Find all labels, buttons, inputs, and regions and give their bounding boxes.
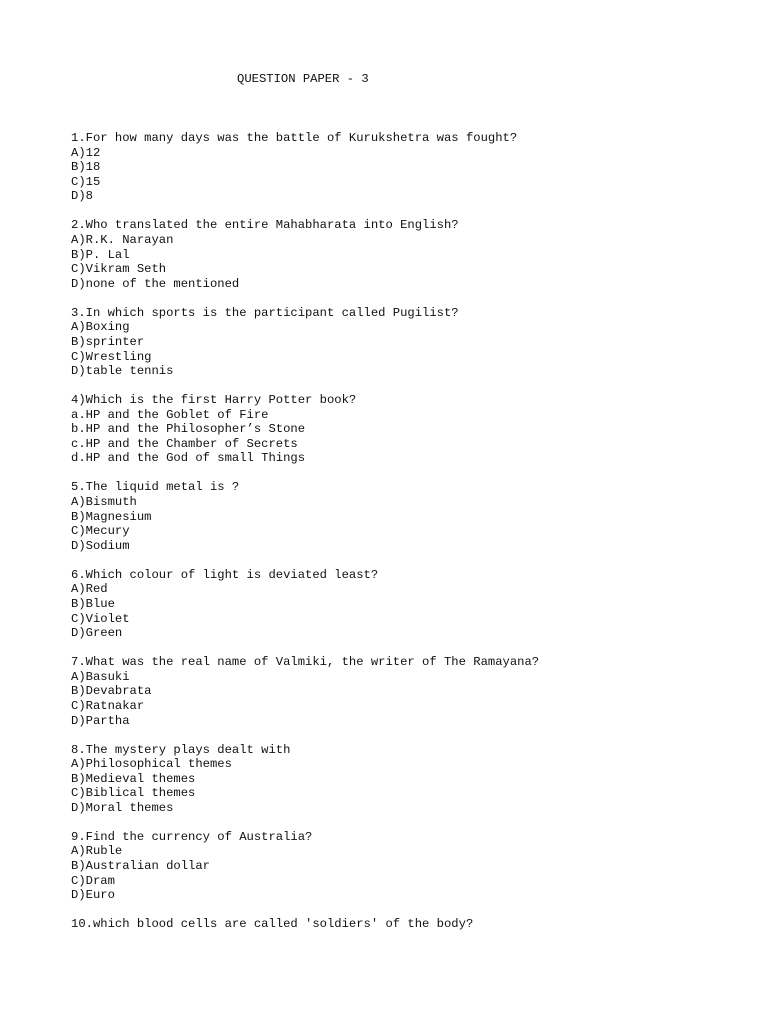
- question-block: [71, 131, 751, 204]
- question-text: 4)Which is the first Harry Potter book?: [71, 393, 357, 408]
- question-text: 3.In which sports is the participant called Pugilist?: [71, 305, 459, 320]
- answer-option: a.HP and the Goblet of Fire: [71, 407, 269, 422]
- question-block: [71, 830, 751, 903]
- question-text: 2.Who translated the entire Mahabharata into English?: [71, 218, 459, 233]
- question-block: [71, 917, 751, 932]
- answer-option: A)Basuki: [71, 669, 130, 684]
- question-text: 5.The liquid metal is ?: [71, 480, 240, 495]
- answer-option: d.HP and the God of small Things: [71, 451, 306, 466]
- question-text: 8.The mystery plays dealt with: [71, 742, 291, 757]
- answer-option: D)table tennis: [71, 364, 174, 379]
- answer-option: D)Sodium: [71, 538, 130, 553]
- question-block: [71, 743, 751, 816]
- answer-option: A)R.K. Narayan: [71, 232, 174, 247]
- answer-option: B)Blue: [71, 596, 115, 611]
- question-block: [71, 655, 751, 728]
- answer-option: C)Biblical themes: [71, 786, 196, 801]
- answer-option: A)Philosophical themes: [71, 757, 232, 772]
- question-block: [71, 568, 751, 641]
- question-block: [71, 218, 751, 291]
- answer-option: D)Euro: [71, 888, 115, 903]
- answer-option: A)Boxing: [71, 320, 130, 335]
- question-text: 9.Find the currency of Australia?: [71, 829, 313, 844]
- answer-option: C)Violet: [71, 611, 130, 626]
- answer-option: B)Devabrata: [71, 684, 152, 699]
- question-block: [71, 393, 751, 466]
- answer-option: B)Medieval themes: [71, 771, 196, 786]
- answer-option: c.HP and the Chamber of Secrets: [71, 436, 298, 451]
- answer-option: D)8: [71, 189, 93, 204]
- answer-option: D)Partha: [71, 713, 130, 728]
- answer-option: C)Dram: [71, 873, 115, 888]
- answer-option: A)Bismuth: [71, 495, 137, 510]
- answer-option: C)Mecury: [71, 524, 130, 539]
- answer-option: B)Australian dollar: [71, 859, 210, 874]
- answer-option: C)Wrestling: [71, 349, 152, 364]
- answer-option: A)12: [71, 145, 101, 160]
- answer-option: b.HP and the Philosopher’s Stone: [71, 422, 306, 437]
- question-text: 6.Which colour of light is deviated least?: [71, 567, 379, 582]
- question-text: 10.which blood cells are called 'soldiers' of the body?: [71, 917, 474, 932]
- answer-option: A)Ruble: [71, 844, 123, 859]
- question-text: 7.What was the real name of Valmiki, the writer of The Ramayana?: [71, 655, 540, 670]
- question-block: [71, 306, 751, 379]
- answer-option: C)Ratnakar: [71, 698, 145, 713]
- question-block: [71, 480, 751, 553]
- page-title: QUESTION PAPER - 3: [237, 72, 369, 86]
- answer-option: B)Magnesium: [71, 509, 152, 524]
- answer-option: D)Green: [71, 626, 123, 641]
- answer-option: B)18: [71, 160, 101, 175]
- answer-option: B)sprinter: [71, 334, 145, 349]
- answer-option: C)15: [71, 174, 101, 189]
- answer-option: D)none of the mentioned: [71, 276, 240, 291]
- answer-option: C)Vikram Seth: [71, 262, 167, 277]
- question-text: 1.For how many days was the battle of Kurukshetra was fought?: [71, 131, 518, 145]
- answer-option: B)P. Lal: [71, 247, 130, 262]
- question-list: [71, 131, 751, 946]
- answer-option: D)Moral themes: [71, 800, 174, 815]
- answer-option: A)Red: [71, 582, 108, 597]
